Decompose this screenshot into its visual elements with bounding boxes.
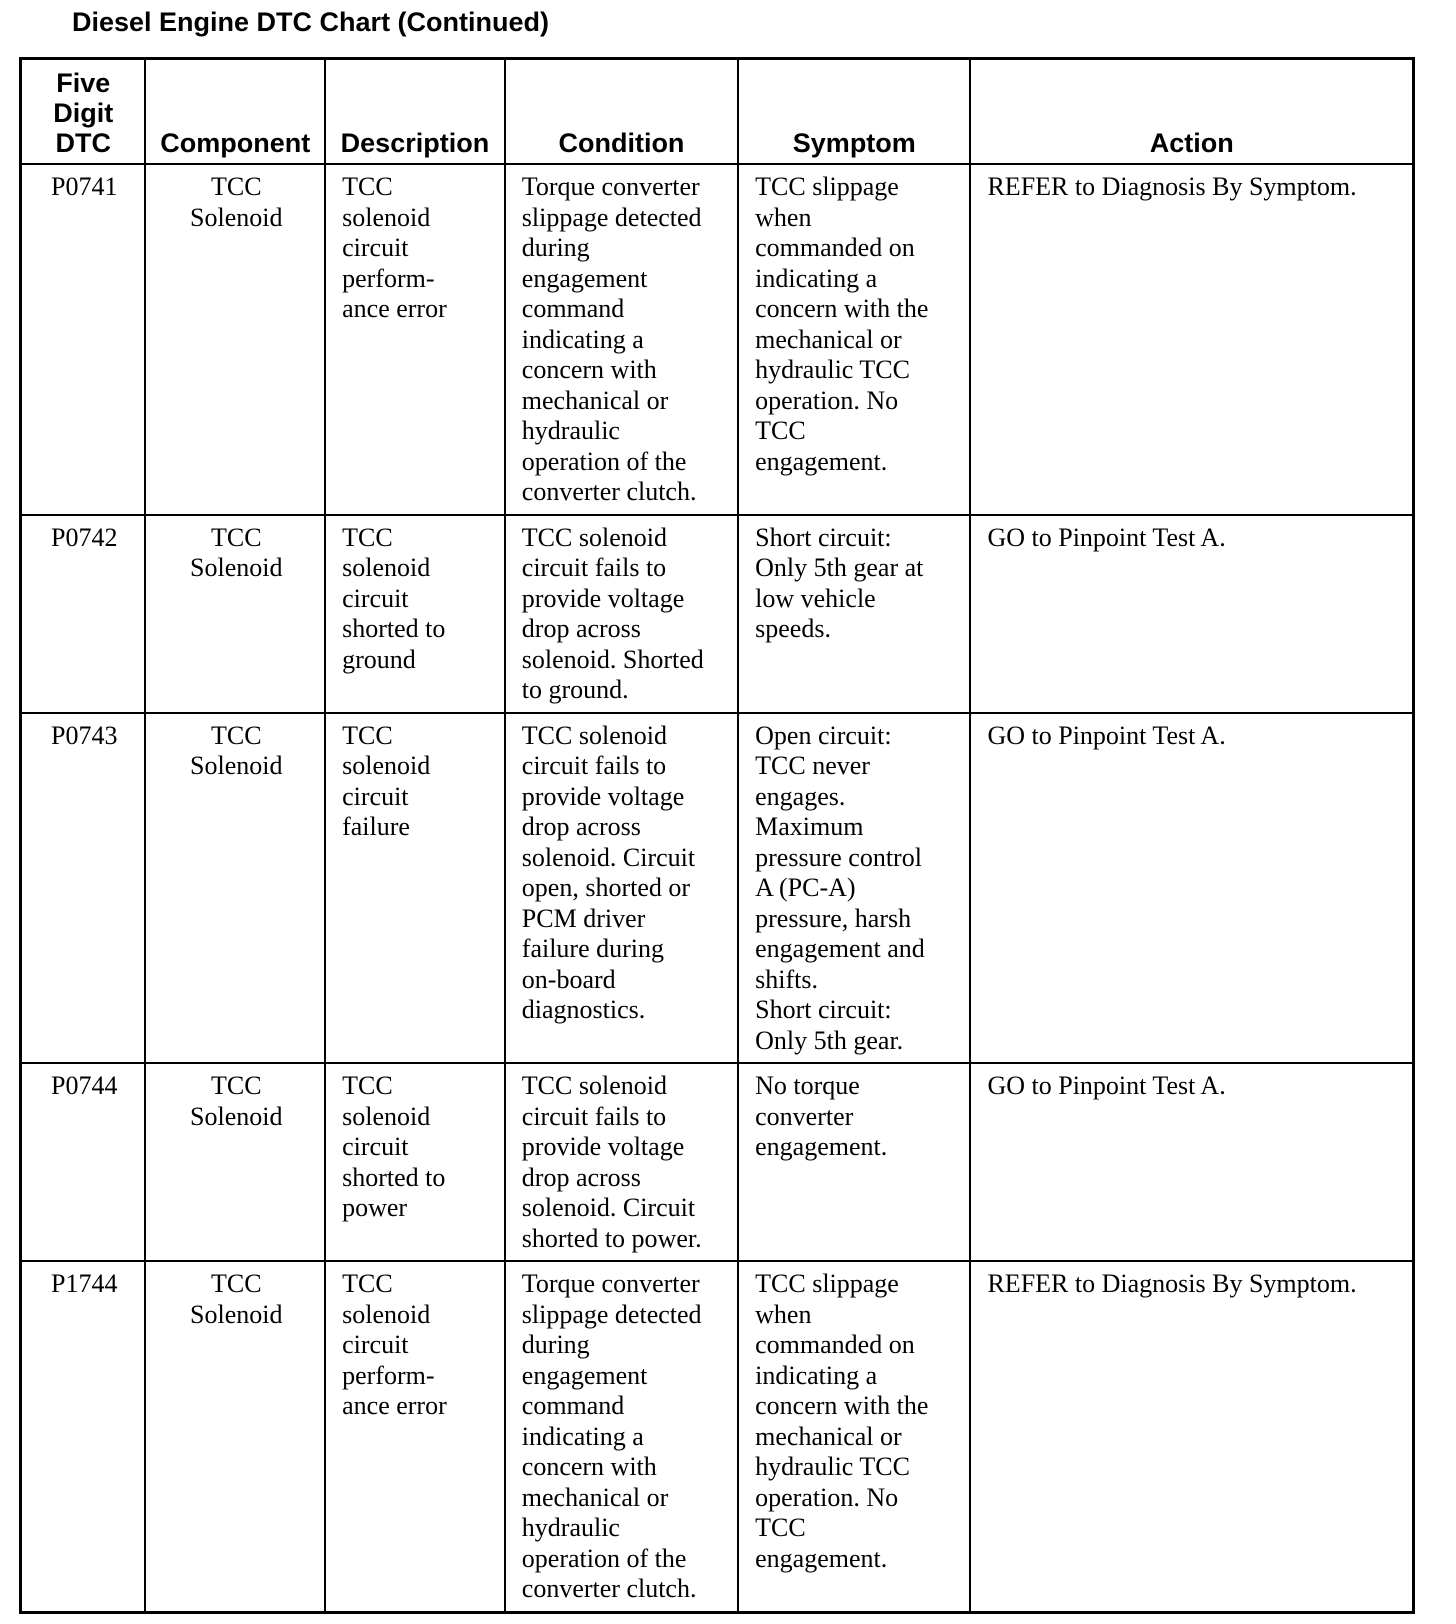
cell-action: REFER to Diagnosis By Symptom. [970, 1261, 1413, 1612]
cell-description: TCC solenoid circuit perform- ance error [325, 164, 505, 515]
cell-condition: TCC solenoid circuit fails to provide voltage drop across solenoid. Circuit shorted to power. [505, 1063, 738, 1261]
cell-component: TCC Solenoid [145, 1063, 325, 1261]
cell-condition: Torque converter slippage detected during engagement command indicating a concern with mechanical or hydraulic operation of the converter clutch. [505, 1261, 738, 1612]
header-component: Component [145, 59, 325, 165]
header-symptom: Symptom [738, 59, 970, 165]
cell-dtc: P0741 [21, 164, 146, 515]
header-description: Description [325, 59, 505, 165]
cell-action: REFER to Diagnosis By Symptom. [970, 164, 1413, 515]
table-row [21, 164, 1414, 515]
cell-symptom: Short circuit: Only 5th gear at low vehicle speeds. [738, 515, 970, 713]
cell-dtc: P0743 [21, 713, 146, 1064]
table-header-row [21, 59, 1414, 165]
cell-dtc: P0744 [21, 1063, 146, 1261]
cell-description: TCC solenoid circuit failure [325, 713, 505, 1064]
cell-action: GO to Pinpoint Test A. [970, 713, 1413, 1064]
cell-symptom: TCC slippage when commanded on indicating a concern with the mechanical or hydraulic TCC operation. No TCC engagement. [738, 164, 970, 515]
table-row [21, 515, 1414, 713]
cell-dtc: P1744 [21, 1261, 146, 1612]
cell-condition: TCC solenoid circuit fails to provide voltage drop across solenoid. Shorted to ground. [505, 515, 738, 713]
page-title: Diesel Engine DTC Chart (Continued) [72, 7, 550, 37]
header-action: Action [970, 59, 1413, 165]
cell-condition: Torque converter slippage detected during engagement command indicating a concern with mechanical or hydraulic operation of the converter clutch. [505, 164, 738, 515]
cell-component: TCC Solenoid [145, 713, 325, 1064]
cell-action: GO to Pinpoint Test A. [970, 1063, 1413, 1261]
cell-condition: TCC solenoid circuit fails to provide voltage drop across solenoid. Circuit open, shorted or PCM driver failure during on-board diagnostics. [505, 713, 738, 1064]
cell-action: GO to Pinpoint Test A. [970, 515, 1413, 713]
table-row [21, 713, 1414, 1064]
dtc-chart-table [19, 57, 1415, 1614]
cell-symptom: TCC slippage when commanded on indicating a concern with the mechanical or hydraulic TCC operation. No TCC engagement. [738, 1261, 970, 1612]
cell-symptom: No torque converter engagement. [738, 1063, 970, 1261]
cell-symptom: Open circuit: TCC never engages. Maximum pressure control A (PC-A) pressure, harsh engagement and shifts. Short circuit: Only 5th gear. [738, 713, 970, 1064]
cell-description: TCC solenoid circuit shorted to ground [325, 515, 505, 713]
cell-component: TCC Solenoid [145, 515, 325, 713]
header-dtc: Five Digit DTC [21, 59, 146, 165]
cell-description: TCC solenoid circuit perform- ance error [325, 1261, 505, 1612]
cell-component: TCC Solenoid [145, 1261, 325, 1612]
cell-component: TCC Solenoid [145, 164, 325, 515]
cell-description: TCC solenoid circuit shorted to power [325, 1063, 505, 1261]
table-row [21, 1261, 1414, 1612]
table-row [21, 1063, 1414, 1261]
header-condition: Condition [505, 59, 738, 165]
cell-dtc: P0742 [21, 515, 146, 713]
